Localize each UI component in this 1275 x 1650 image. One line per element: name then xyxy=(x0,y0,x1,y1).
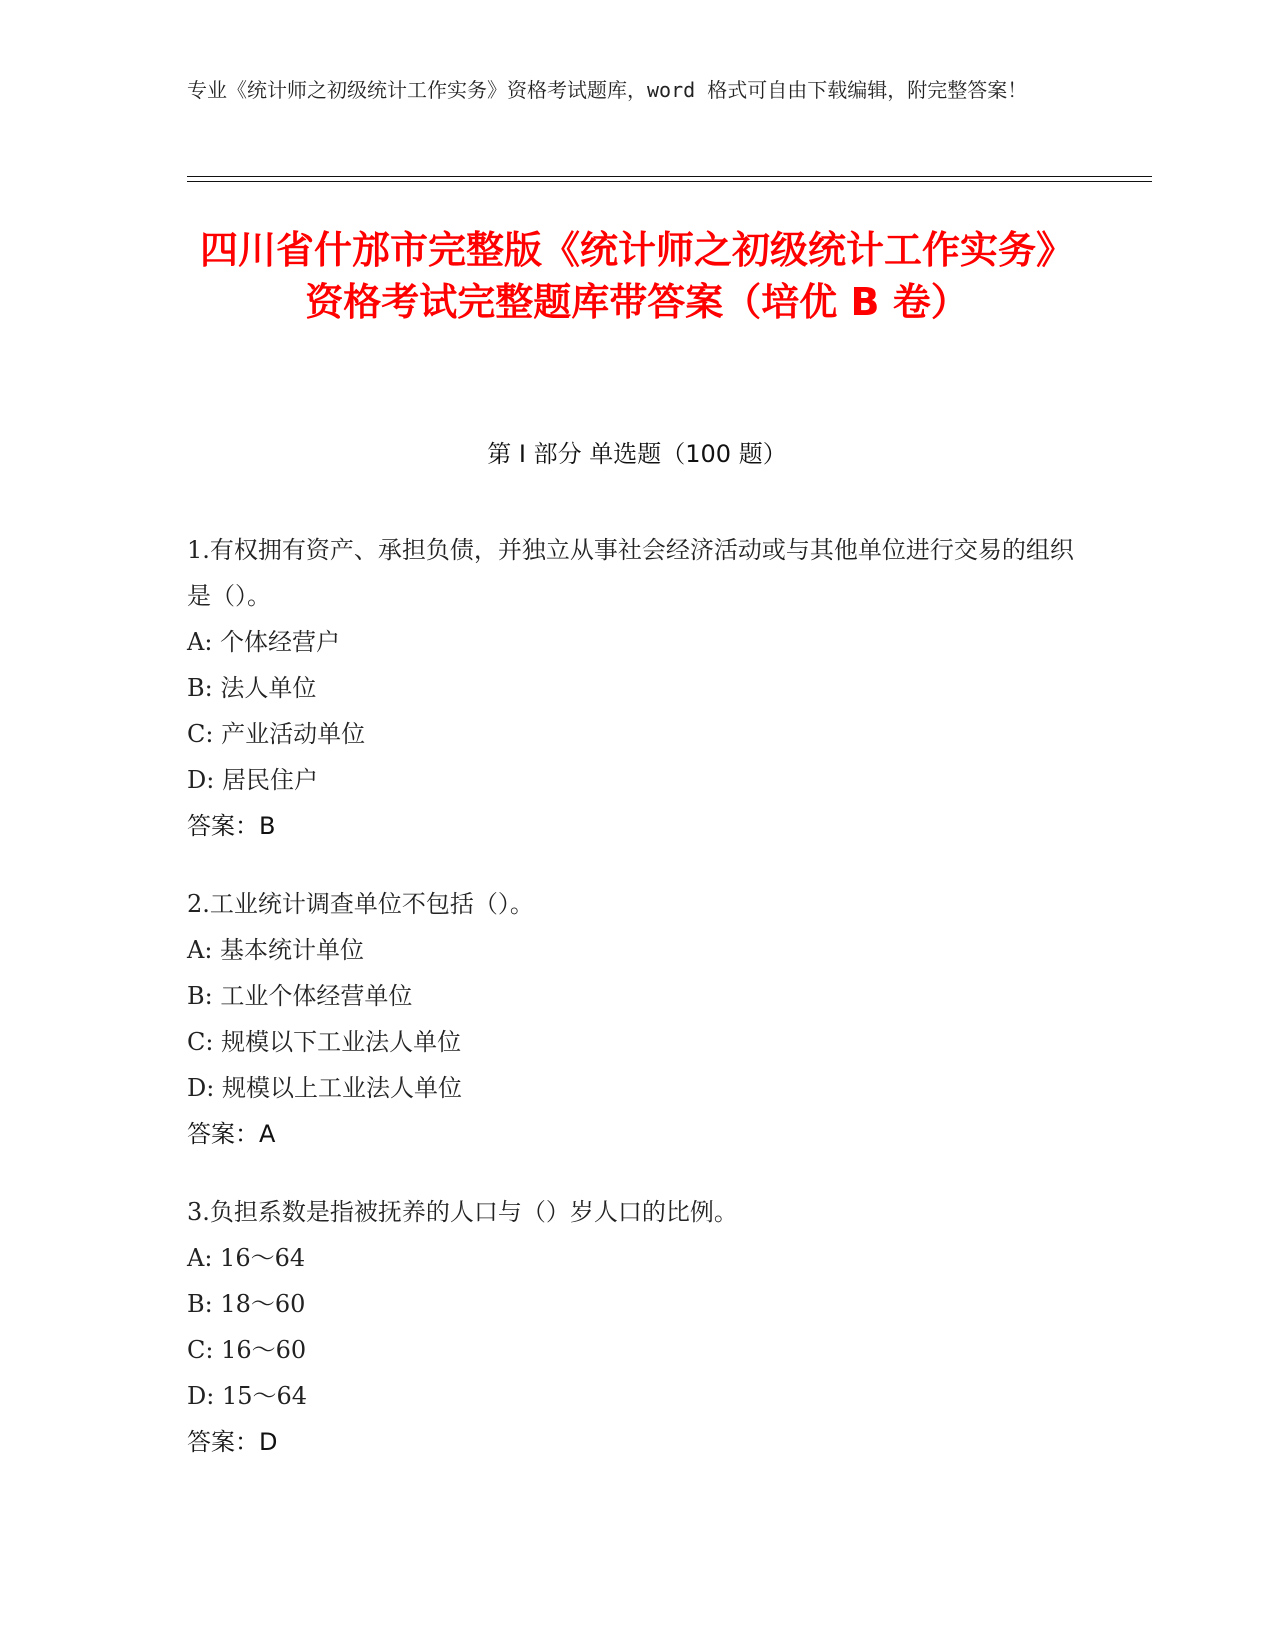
answer: 答案：D xyxy=(187,1428,278,1456)
section-heading: 第 I 部分 单选题（100 题） xyxy=(487,440,787,468)
answer: 答案：B xyxy=(187,812,276,840)
question-stem: 3.负担系数是指被抚养的人口与（）岁人口的比例。 xyxy=(187,1198,738,1226)
header-divider-top xyxy=(187,176,1152,177)
document-title: 四川省什邡市完整版《统计师之初级统计工作实务》资格考试完整题库带答案（培优 B 卷） xyxy=(199,228,1074,324)
header-note: 专业《统计师之初级统计工作实务》资格考试题库，word 格式可自由下载编辑，附完整答案！ xyxy=(187,78,1028,102)
option-c: C: 规模以下工业法人单位 xyxy=(187,1028,462,1056)
option-b: B: 法人单位 xyxy=(187,674,317,702)
question-1 xyxy=(187,527,1087,849)
question-3 xyxy=(187,1189,1087,1465)
option-c: C: 产业活动单位 xyxy=(187,720,366,748)
option-d: D: 规模以上工业法人单位 xyxy=(187,1074,462,1102)
question-2 xyxy=(187,881,1087,1157)
option-c: C: 16～60 xyxy=(187,1336,307,1364)
option-b: B: 18～60 xyxy=(187,1290,306,1318)
option-a: A: 个体经营户 xyxy=(187,628,341,656)
answer: 答案：A xyxy=(187,1120,276,1148)
option-d: D: 居民住户 xyxy=(187,766,318,794)
question-list xyxy=(187,527,1087,1497)
option-a: A: 基本统计单位 xyxy=(187,936,365,964)
option-b: B: 工业个体经营单位 xyxy=(187,982,413,1010)
option-d: D: 15～64 xyxy=(187,1382,308,1410)
header-divider-bottom xyxy=(187,181,1152,182)
option-a: A: 16～64 xyxy=(187,1244,306,1272)
question-stem: 2.工业统计调查单位不包括（）。 xyxy=(187,890,534,918)
question-stem: 1.有权拥有资产、承担负债，并独立从事社会经济活动或与其他单位进行交易的组织是（）。 xyxy=(187,536,1074,610)
